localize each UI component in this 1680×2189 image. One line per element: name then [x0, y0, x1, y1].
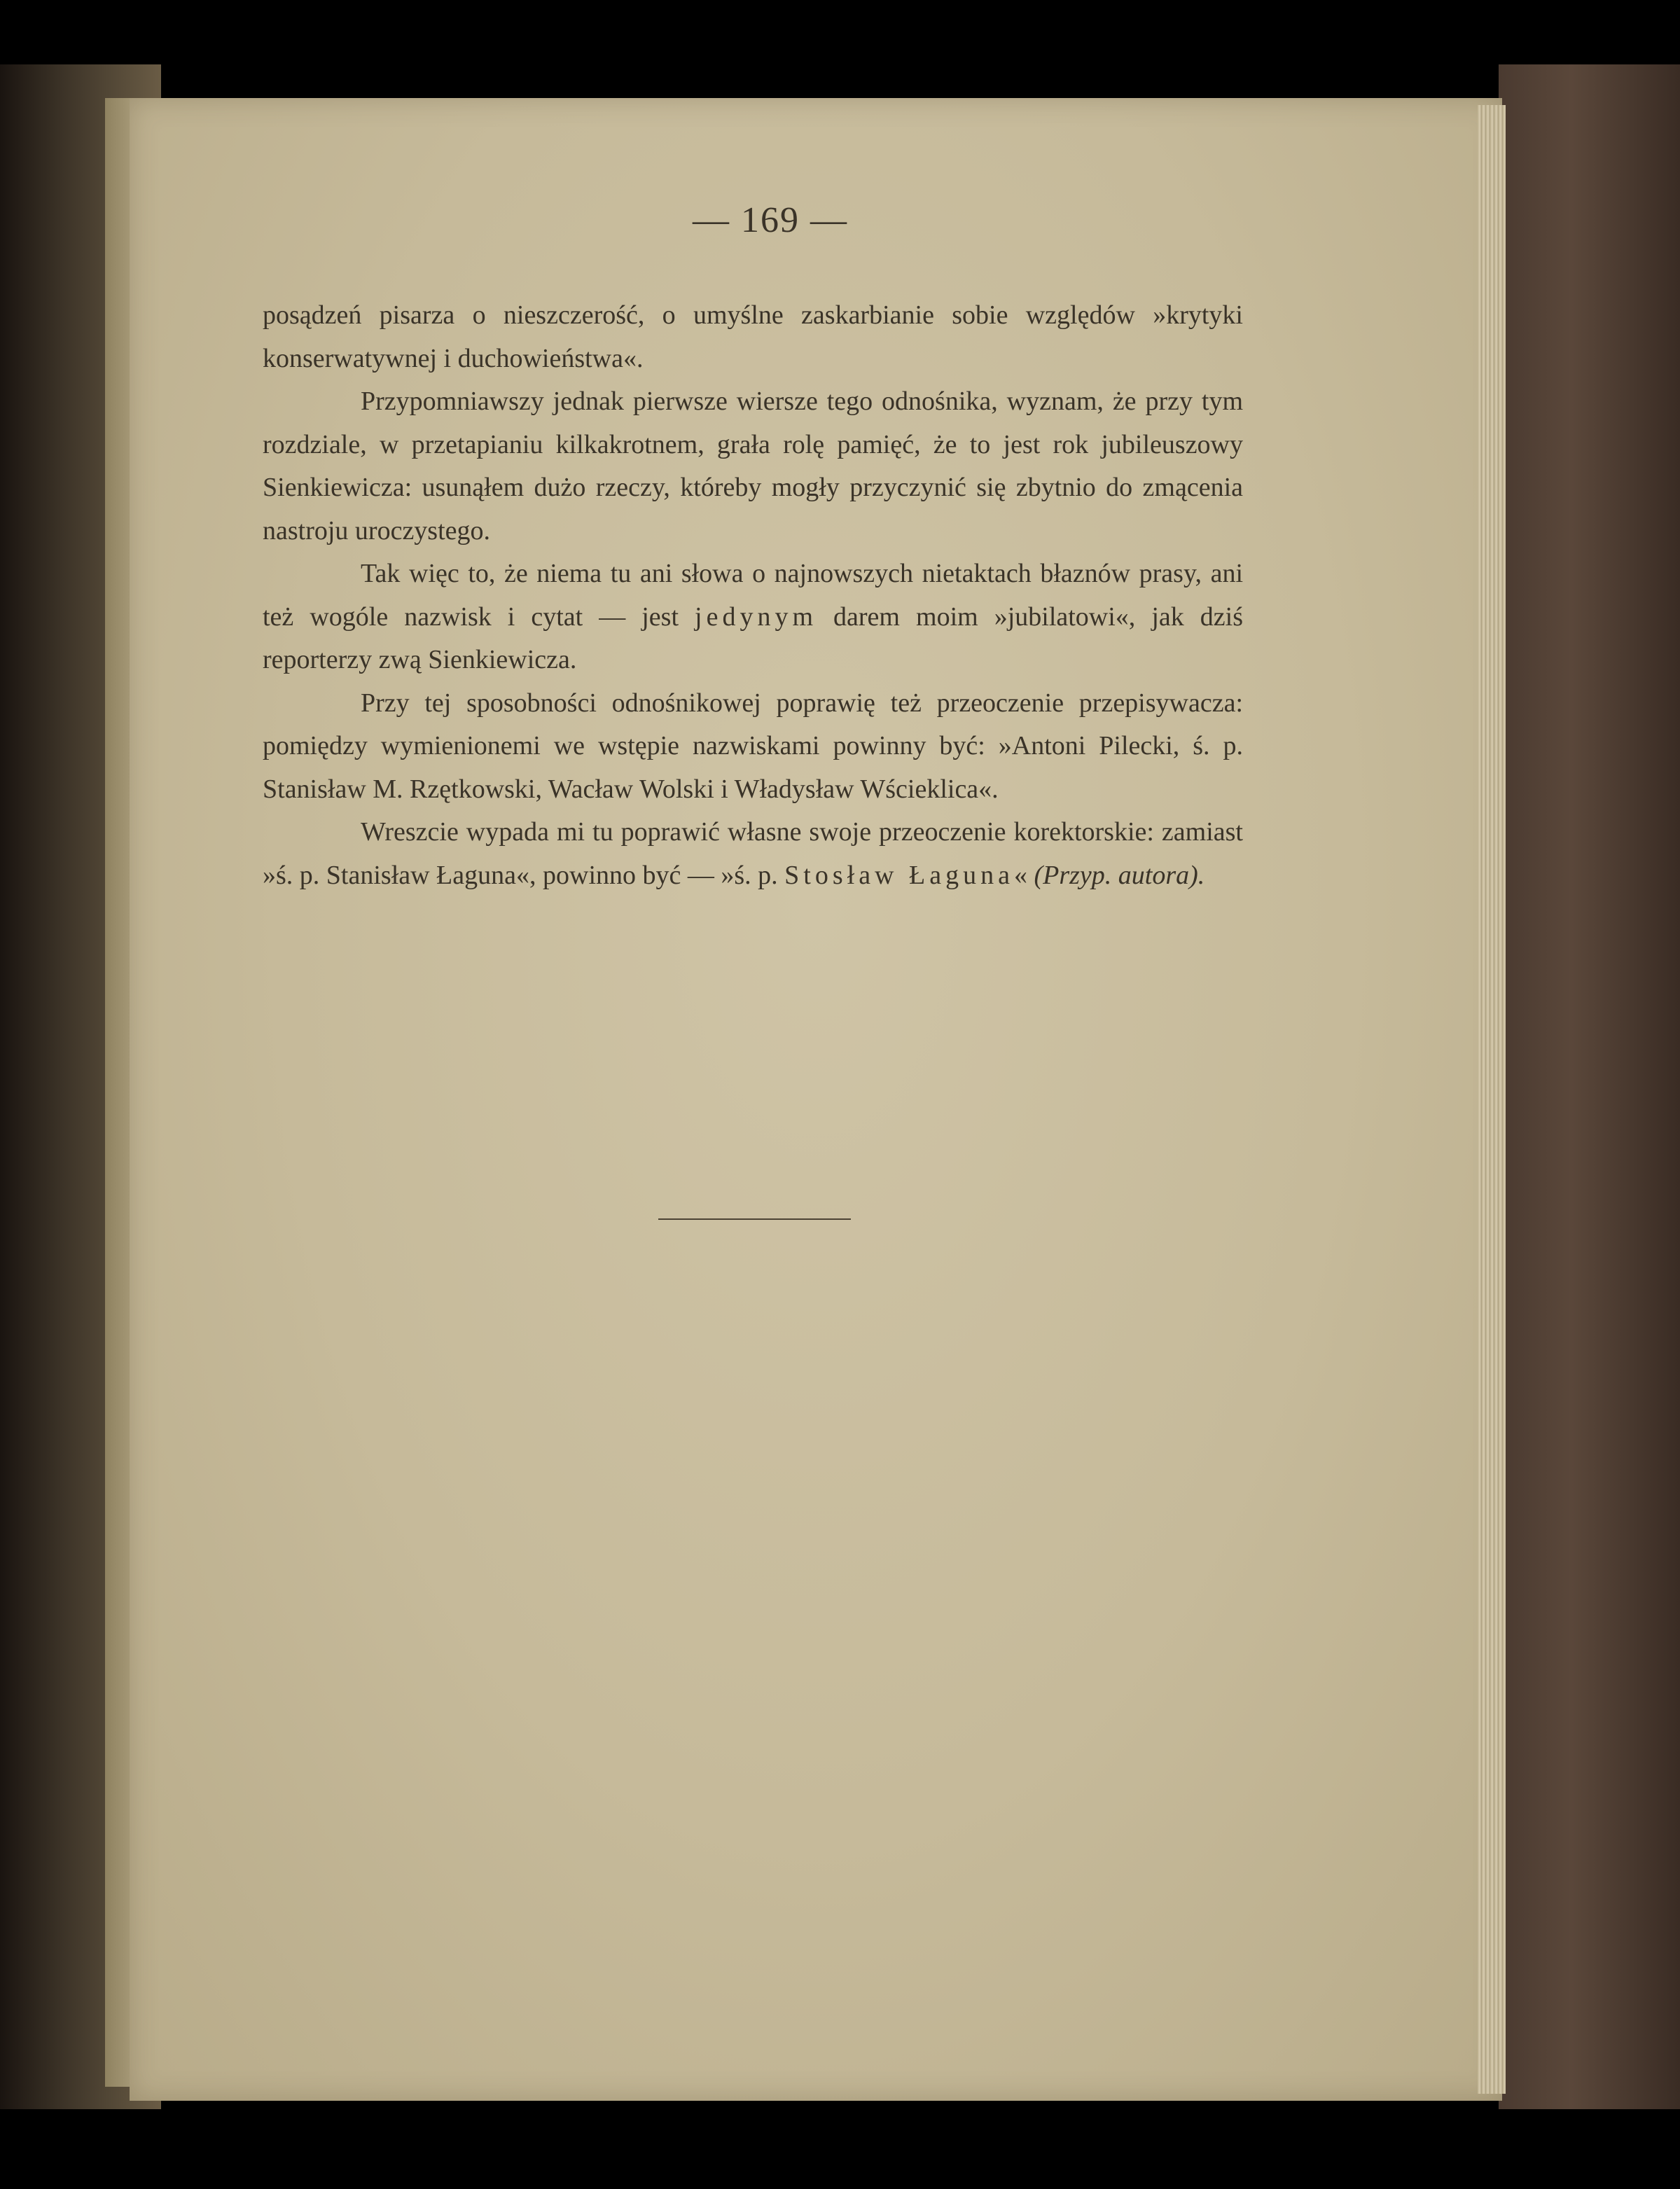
page-number: — 169 — [693, 200, 848, 240]
paragraph-3 [263, 553, 1243, 682]
text-run: « [1013, 860, 1034, 890]
emphasized-text: Stosław Łaguna [784, 860, 1014, 890]
text-run: Przypomniawszy jednak pierwsze wiersze tego odnośnika, wyznam, że przy tym rozdziale, w przetapianiu kilkakrotnem, grała rolę pamięć, że to jest rok jubileuszowy Sienkiewicza: usunąłem dużo rzeczy, któreby mogły przyczynić się zbytnio do zmącenia nastroju uroczystego. [263, 387, 1243, 545]
page-text [263, 294, 1243, 897]
end-divider-rule [658, 1218, 851, 1220]
paragraph-5 [263, 811, 1243, 897]
emphasized-text: jedynym [695, 602, 818, 632]
text-run: darem moim »jubilatowi«, jak dziś reporterzy zwą Sienkiewicza. [263, 602, 1243, 674]
paragraph-2 [263, 380, 1243, 553]
author-note: (Przyp. autora). [1034, 860, 1205, 890]
text-run: Wreszcie wypada mi tu poprawić własne swoje przeoczenie korektorskie: zamiast »ś. p. Stanisław Łaguna«, powinno być — »ś. p. [263, 817, 1243, 890]
paragraph-4 [263, 682, 1243, 812]
page-stack-edge [1478, 105, 1506, 2094]
book-cover-right [1499, 64, 1680, 2109]
paragraph-1 [263, 294, 1243, 380]
text-run: Przy tej sposobności odnośnikowej poprawię też przeoczenie przepisywacza: pomiędzy wymienionemi we wstępie nazwiskami powinny być: »Antoni Pilecki, ś. p. Stanisław M. Rzętkowski, Wacław Wolski i Władysław Wścieklica«. [263, 688, 1243, 804]
text-run: posądzeń pisarza o nieszczerość, o umyślne zaskarbianie sobie względów »krytyki konserwatywnej i duchowieństwa«. [263, 300, 1243, 373]
text-run: Tak więc to, że niema tu ani słowa o najnowszych nietaktach błaznów prasy, ani też wogóle nazwisk i cytat — jest [263, 559, 1243, 632]
